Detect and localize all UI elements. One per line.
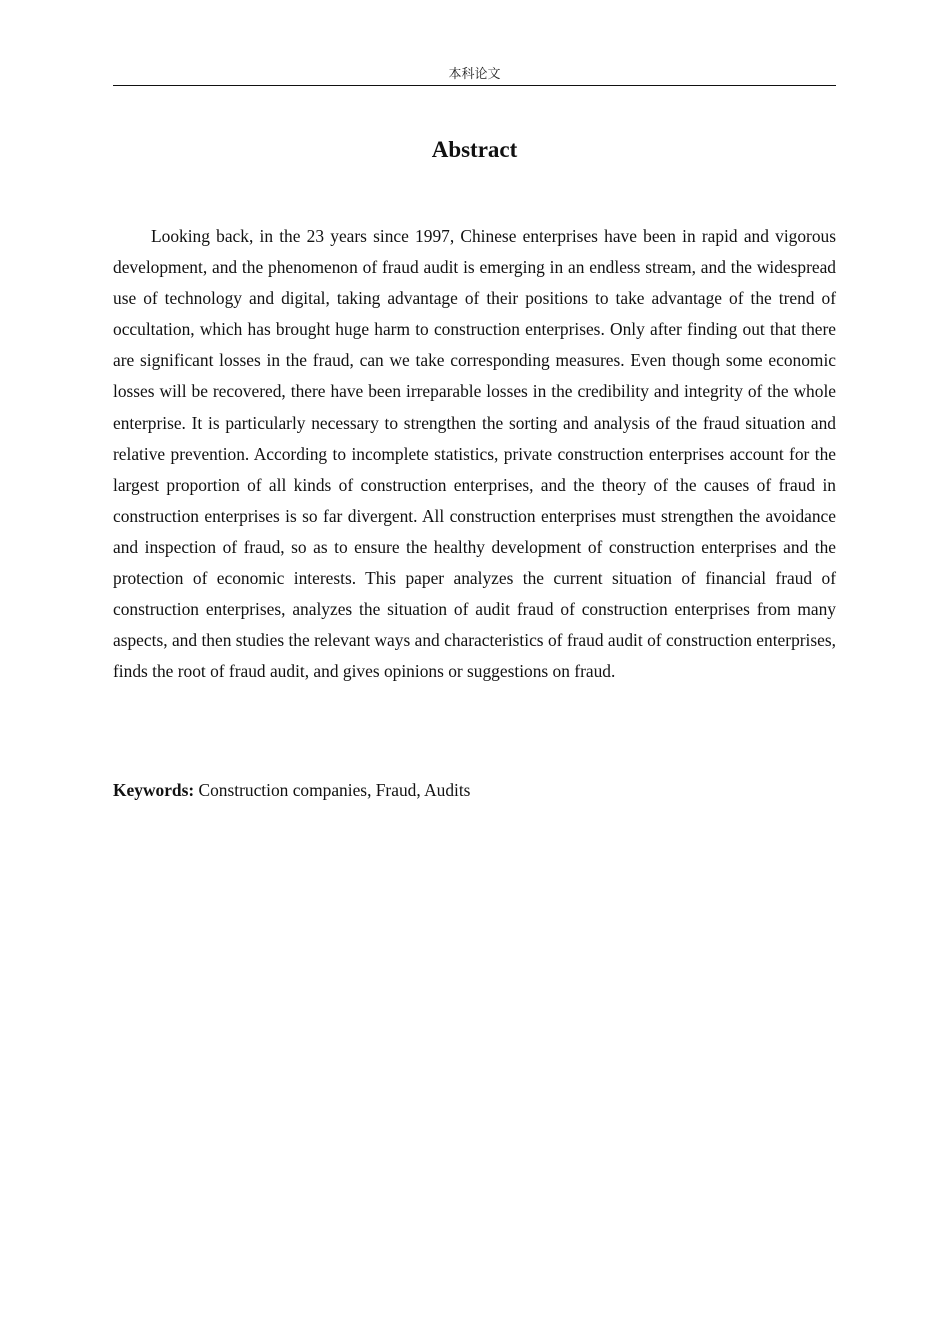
keywords-line	[113, 775, 836, 806]
header-divider	[113, 85, 836, 86]
keywords-text: Construction companies, Fraud, Audits	[194, 780, 471, 800]
keywords-label: Keywords:	[113, 780, 195, 800]
abstract-body: Looking back, in the 23 years since 1997, Chinese enterprises have been in rapid and vigorous development, and the phenomenon of fraud audit is emerging in an endless stream, and the widespread use of technology and digital, taking advantage of their positions to take advantage of the trend of occultation, which has brought huge harm to construction enterprises. Only after finding out that there are significant losses in the fraud, can we take corresponding measures. Even though some economic losses will be recovered, there have been irreparable losses in the credibility and integrity of the whole enterprise. It is particularly necessary to strengthen the sorting and analysis of the fraud situation and relative prevention. According to incomplete statistics, private construction enterprises account for the largest proportion of all kinds of construction enterprises, and the theory of the causes of fraud in construction enterprises is so far divergent. All construction enterprises must strengthen the avoidance and inspection of fraud, so as to ensure the healthy development of construction enterprises and the protection of economic interests. This paper analyzes the current situation of financial fraud of construction enterprises, analyzes the situation of audit fraud of construction enterprises from many aspects, and then studies the relevant ways and characteristics of fraud audit of construction enterprises, finds the root of fraud audit, and gives opinions or suggestions on fraud.	[113, 226, 836, 682]
running-header: 本科论文	[448, 67, 501, 82]
abstract-title: Abstract	[431, 137, 518, 162]
